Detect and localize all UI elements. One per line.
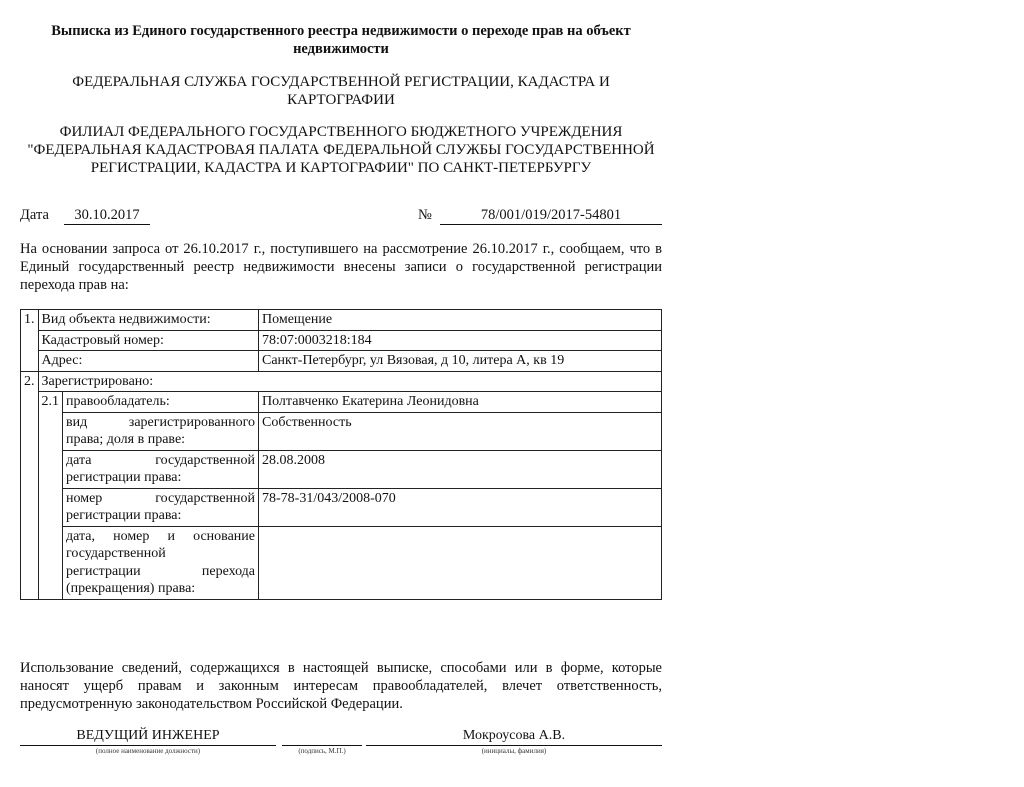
row-subnumber: 2.1	[38, 392, 63, 600]
cadastral-label: Кадастровый номер:	[38, 330, 259, 351]
document-title: Выписка из Единого государственного реестра недвижимости о переходе прав на объект недвижимости	[51, 23, 631, 57]
transfer-label: дата, номер и основание государственной регистрации перехода (прекращения) права:	[63, 526, 259, 599]
signature-block	[20, 727, 662, 767]
table-row	[21, 351, 662, 372]
right-type-value: Собственность	[259, 412, 662, 450]
owner-value: Полтавченко Екатерина Леонидовна	[259, 392, 662, 413]
position-title: ВЕДУЩИЙ ИНЖЕНЕР	[76, 728, 220, 743]
object-type-label: Вид объекта недвижимости:	[38, 310, 259, 331]
address-label: Адрес:	[38, 351, 259, 372]
date-number-row	[20, 207, 662, 229]
table-row	[21, 310, 662, 331]
address-value: Санкт-Петербург, ул Вязовая, д 10, литера А, кв 19	[259, 351, 662, 372]
closing-paragraph: Использование сведений, содержащихся в настоящей выписке, способами или в форме, которые наносят ущерб правам и законным интересам правообладателей, влечет ответственность, предусмотренную законодательством Российской Федерации.	[20, 660, 662, 712]
table-row	[21, 330, 662, 351]
table-row	[21, 412, 662, 450]
number-value: 78/001/019/2017-54801	[440, 207, 662, 225]
table-row	[21, 488, 662, 526]
registered-label: Зарегистрировано:	[38, 371, 662, 392]
reg-number-label: номер государственной регистрации права:	[63, 488, 259, 526]
position-caption: (полное наименование должности)	[95, 747, 201, 755]
table-row	[21, 371, 662, 392]
intro-paragraph: На основании запроса от 26.10.2017 г., поступившего на рассмотрение 26.10.2017 г., сообщаем, что в Единый государственный реестр недвижимости внесены записи о государственной регистрации перехода прав на:	[20, 241, 662, 293]
name-caption: (инициалы, фамилия)	[481, 747, 547, 755]
signer-name: Мокроусова А.В.	[462, 728, 566, 743]
agency-name: ФЕДЕРАЛЬНАЯ СЛУЖБА ГОСУДАРСТВЕННОЙ РЕГИСТРАЦИИ, КАДАСТРА И КАРТОГРАФИИ	[72, 74, 610, 108]
reg-date-label: дата государственной регистрации права:	[63, 450, 259, 488]
transfer-value	[259, 526, 662, 599]
table-row	[21, 450, 662, 488]
position-line	[20, 745, 276, 746]
branch-name: ФИЛИАЛ ФЕДЕРАЛЬНОГО ГОСУДАРСТВЕННОГО БЮДЖЕТНОГО УЧРЕЖДЕНИЯ "ФЕДЕРАЛЬНАЯ КАДАСТРОВАЯ ПАЛАТА ФЕДЕРАЛЬНОЙ СЛУЖБЫ ГОСУДАРСТВЕННОЙ РЕГИСТРАЦИИ, КАДАСТРА И КАРТОГРАФИИ" ПО САНКТ-ПЕТЕРБУРГУ	[27, 124, 655, 176]
number-label: №	[418, 207, 432, 223]
right-type-label: вид зарегистрированного права; доля в праве:	[63, 412, 259, 450]
signature-caption: (подпись, М.П.)	[298, 747, 346, 755]
row-number: 1.	[21, 310, 39, 372]
name-line	[366, 745, 662, 746]
reg-number-value: 78-78-31/043/2008-070	[259, 488, 662, 526]
owner-label: правообладатель:	[63, 392, 259, 413]
records-table	[20, 309, 662, 600]
date-label: Дата	[20, 207, 49, 223]
table-row	[21, 526, 662, 599]
date-value: 30.10.2017	[64, 207, 150, 225]
row-number: 2.	[21, 371, 39, 599]
table-row	[21, 392, 662, 413]
reg-date-value: 28.08.2008	[259, 450, 662, 488]
signature-line	[282, 745, 362, 746]
object-type-value: Помещение	[259, 310, 662, 331]
cadastral-value: 78:07:0003218:184	[259, 330, 662, 351]
